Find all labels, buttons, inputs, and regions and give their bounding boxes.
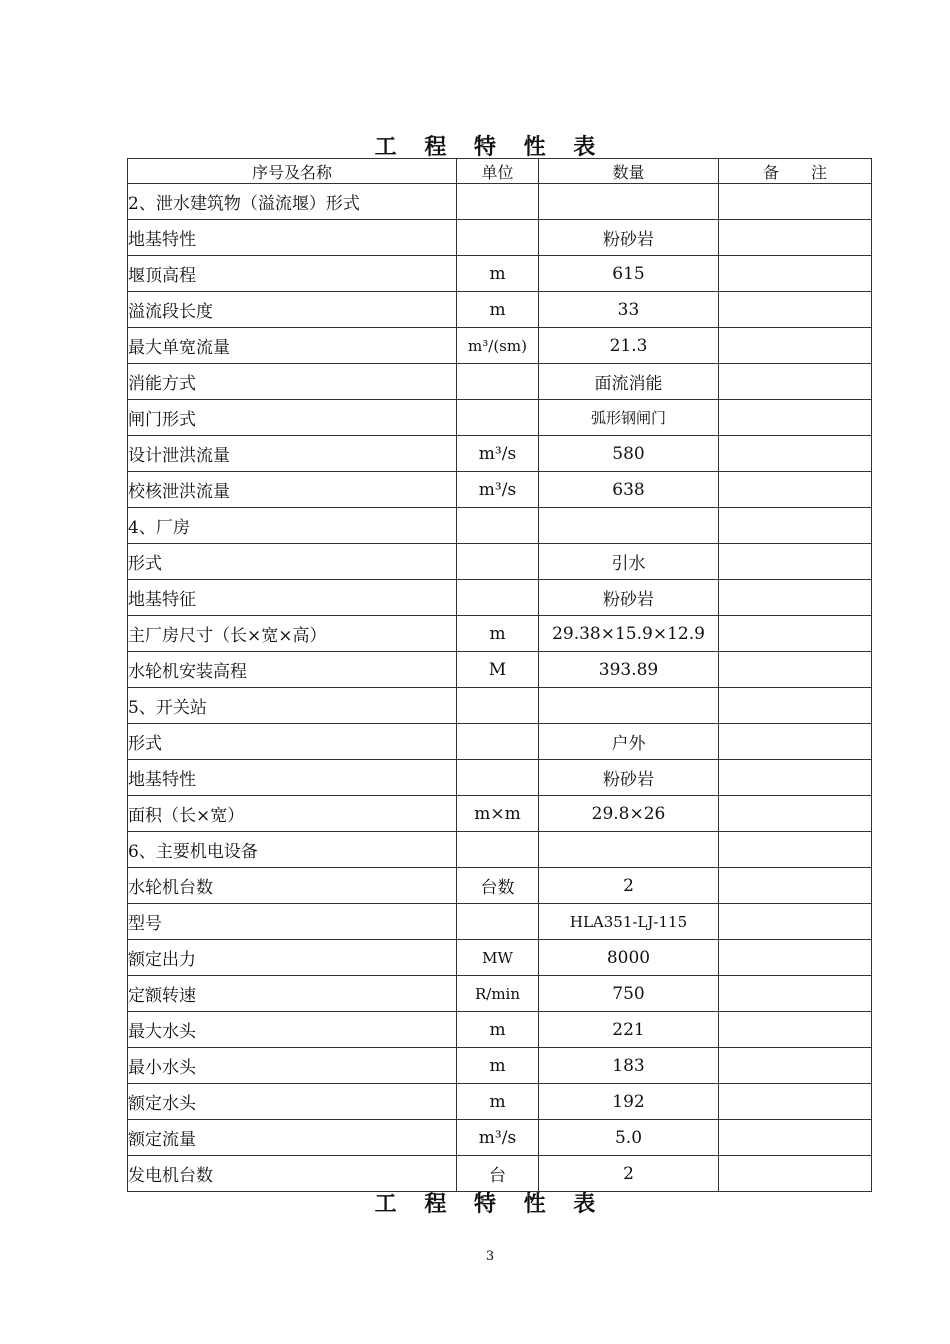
cell-name: 5、开关站	[128, 688, 457, 724]
cell-qty: 183	[539, 1048, 719, 1084]
cell-note	[719, 1120, 872, 1156]
cell-unit	[457, 904, 539, 940]
cell-name: 地基特征	[128, 580, 457, 616]
cell-unit	[457, 544, 539, 580]
cell-name: 设计泄洪流量	[128, 436, 457, 472]
cell-name: 堰顶高程	[128, 256, 457, 292]
page-title: 工 程 特 性 表	[374, 135, 606, 160]
cell-unit: m	[457, 616, 539, 652]
header-qty: 数量	[539, 159, 719, 184]
cell-note	[719, 400, 872, 436]
table-row	[128, 832, 872, 868]
table-row	[128, 904, 872, 940]
cell-name: 主厂房尺寸（长×宽×高）	[128, 616, 457, 652]
cell-note	[719, 1084, 872, 1120]
cell-qty	[539, 508, 719, 544]
cell-unit	[457, 508, 539, 544]
cell-note	[719, 544, 872, 580]
table-row	[128, 976, 872, 1012]
cell-note	[719, 832, 872, 868]
cell-qty: 户外	[539, 724, 719, 760]
cell-unit	[457, 760, 539, 796]
cell-note	[719, 940, 872, 976]
table-row	[128, 508, 872, 544]
cell-unit	[457, 688, 539, 724]
cell-unit	[457, 220, 539, 256]
cell-qty: 29.38×15.9×12.9	[539, 616, 719, 652]
cell-qty: 粉砂岩	[539, 220, 719, 256]
table-row	[128, 652, 872, 688]
cell-qty	[539, 832, 719, 868]
table-header-row	[128, 159, 872, 184]
table-row	[128, 688, 872, 724]
cell-note	[719, 652, 872, 688]
cell-name: 额定出力	[128, 940, 457, 976]
cell-qty	[539, 688, 719, 724]
cell-note	[719, 904, 872, 940]
cell-qty: 8000	[539, 940, 719, 976]
cell-name: 地基特性	[128, 220, 457, 256]
cell-name: 水轮机安装高程	[128, 652, 457, 688]
cell-name: 形式	[128, 544, 457, 580]
cell-note	[719, 760, 872, 796]
table-row	[128, 1012, 872, 1048]
cell-qty: 393.89	[539, 652, 719, 688]
cell-name: 额定流量	[128, 1120, 457, 1156]
cell-qty: 221	[539, 1012, 719, 1048]
cell-note	[719, 508, 872, 544]
cell-qty: 29.8×26	[539, 796, 719, 832]
cell-name: 最大单宽流量	[128, 328, 457, 364]
cell-name: 溢流段长度	[128, 292, 457, 328]
table-row	[128, 796, 872, 832]
cell-note	[719, 688, 872, 724]
table-row	[128, 1048, 872, 1084]
page-number: 3	[485, 1249, 495, 1264]
cell-name: 发电机台数	[128, 1156, 457, 1192]
header-unit: 单位	[457, 159, 539, 184]
cell-note	[719, 184, 872, 220]
cell-note	[719, 256, 872, 292]
cell-unit	[457, 184, 539, 220]
cell-qty	[539, 184, 719, 220]
cell-qty: 638	[539, 472, 719, 508]
cell-note	[719, 868, 872, 904]
cell-name: 形式	[128, 724, 457, 760]
table-row	[128, 544, 872, 580]
cell-qty: 2	[539, 868, 719, 904]
cell-unit: M	[457, 652, 539, 688]
cell-note	[719, 328, 872, 364]
table-row	[128, 472, 872, 508]
table-row	[128, 724, 872, 760]
cell-qty: 面流消能	[539, 364, 719, 400]
cell-unit: R/min	[457, 976, 539, 1012]
cell-unit: m	[457, 1084, 539, 1120]
cell-name: 4、厂房	[128, 508, 457, 544]
cell-unit	[457, 724, 539, 760]
table-row	[128, 292, 872, 328]
table-row	[128, 1120, 872, 1156]
cell-note	[719, 364, 872, 400]
cell-name: 定额转速	[128, 976, 457, 1012]
table-row	[128, 400, 872, 436]
cell-note	[719, 436, 872, 472]
cell-unit: 台	[457, 1156, 539, 1192]
cell-name: 地基特性	[128, 760, 457, 796]
cell-note	[719, 724, 872, 760]
cell-qty: HLA351-LJ-115	[539, 904, 719, 940]
table-row	[128, 1084, 872, 1120]
header-note: 备 注	[719, 159, 872, 184]
cell-name: 水轮机台数	[128, 868, 457, 904]
cell-qty: 2	[539, 1156, 719, 1192]
cell-qty: 615	[539, 256, 719, 292]
cell-unit: 台数	[457, 868, 539, 904]
cell-unit: m	[457, 1048, 539, 1084]
cell-unit: m×m	[457, 796, 539, 832]
cell-unit: m	[457, 1012, 539, 1048]
cell-qty: 粉砂岩	[539, 760, 719, 796]
table-row	[128, 940, 872, 976]
cell-unit: m³/s	[457, 1120, 539, 1156]
cell-note	[719, 616, 872, 652]
table-row	[128, 184, 872, 220]
cell-qty: 192	[539, 1084, 719, 1120]
cell-note	[719, 976, 872, 1012]
cell-qty: 21.3	[539, 328, 719, 364]
cell-name: 闸门形式	[128, 400, 457, 436]
cell-name: 最大水头	[128, 1012, 457, 1048]
cell-name: 2、泄水建筑物（溢流堰）形式	[128, 184, 457, 220]
cell-unit: m³/s	[457, 436, 539, 472]
cell-unit	[457, 832, 539, 868]
cell-unit: m	[457, 256, 539, 292]
table-row	[128, 256, 872, 292]
spec-table	[127, 158, 872, 1192]
repeated-page-title: 工 程 特 性 表	[374, 1192, 606, 1217]
cell-note	[719, 580, 872, 616]
cell-name: 型号	[128, 904, 457, 940]
cell-qty: 580	[539, 436, 719, 472]
cell-name: 额定水头	[128, 1084, 457, 1120]
cell-unit: m³/(sm)	[457, 328, 539, 364]
cell-qty: 粉砂岩	[539, 580, 719, 616]
cell-qty: 5.0	[539, 1120, 719, 1156]
cell-qty: 弧形钢闸门	[539, 400, 719, 436]
cell-unit: m³/s	[457, 472, 539, 508]
cell-note	[719, 796, 872, 832]
table-row	[128, 364, 872, 400]
cell-name: 6、主要机电设备	[128, 832, 457, 868]
cell-note	[719, 1012, 872, 1048]
cell-note	[719, 220, 872, 256]
table-row	[128, 328, 872, 364]
cell-unit	[457, 364, 539, 400]
table-row	[128, 616, 872, 652]
table-row	[128, 220, 872, 256]
table-row	[128, 868, 872, 904]
table-row	[128, 436, 872, 472]
cell-qty: 750	[539, 976, 719, 1012]
cell-qty: 引水	[539, 544, 719, 580]
cell-name: 校核泄洪流量	[128, 472, 457, 508]
cell-name: 面积（长×宽）	[128, 796, 457, 832]
cell-note	[719, 292, 872, 328]
cell-unit: m	[457, 292, 539, 328]
cell-qty: 33	[539, 292, 719, 328]
cell-unit	[457, 580, 539, 616]
cell-unit: MW	[457, 940, 539, 976]
cell-name: 消能方式	[128, 364, 457, 400]
cell-name: 最小水头	[128, 1048, 457, 1084]
header-name: 序号及名称	[128, 159, 457, 184]
cell-note	[719, 472, 872, 508]
table-row	[128, 760, 872, 796]
cell-unit	[457, 400, 539, 436]
cell-note	[719, 1048, 872, 1084]
table-row	[128, 580, 872, 616]
